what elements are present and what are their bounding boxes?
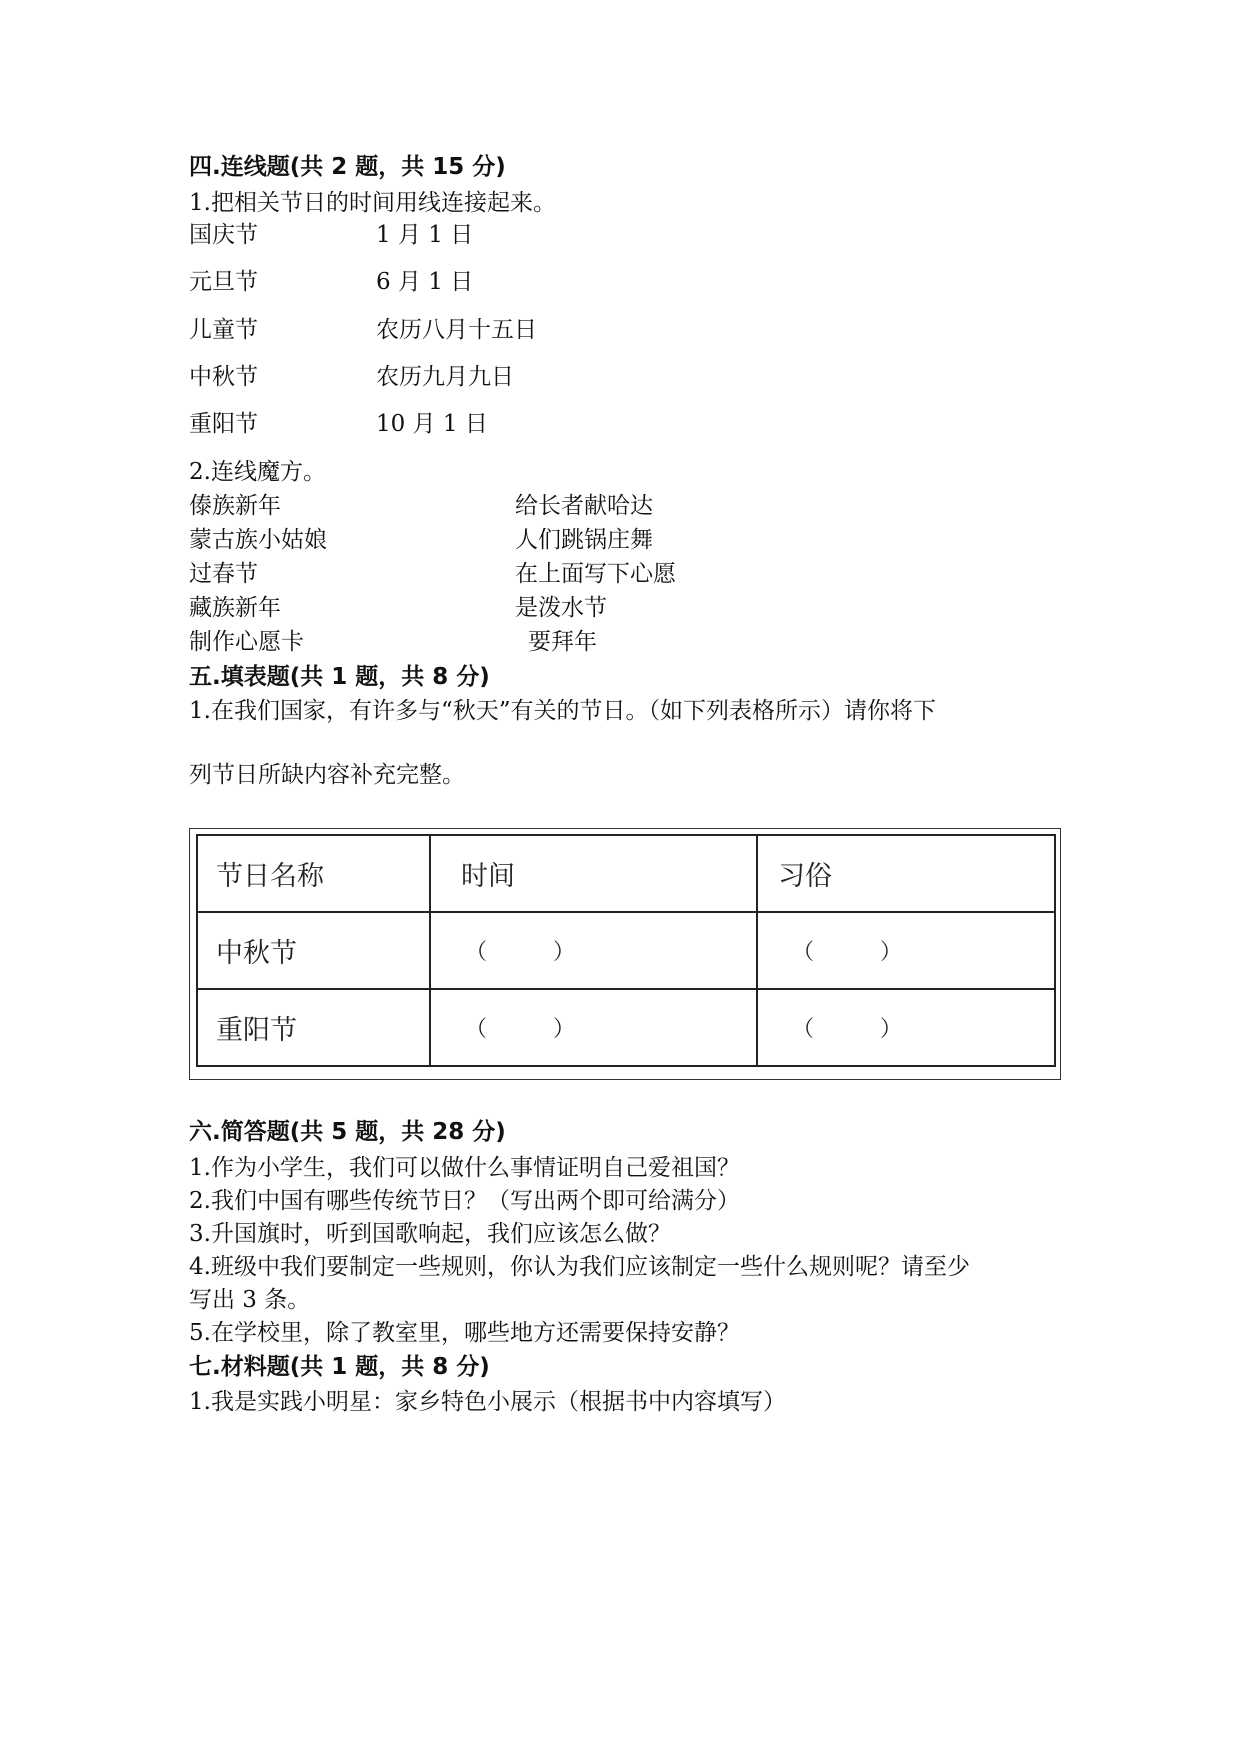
table-cell-blank[interactable]: （ ） <box>757 989 1055 1066</box>
q1-left-item: 重阳节 <box>189 411 258 437</box>
q1-left-item: 中秋节 <box>189 364 258 390</box>
q2-right-item: 要拜年 <box>528 629 597 655</box>
section6-question: 5.在学校里，除了教室里，哪些地方还需要保持安静？ <box>189 1320 740 1346</box>
q1-left-item: 儿童节 <box>189 317 258 343</box>
q1-right-item: 农历九月九日 <box>376 364 514 390</box>
section7-heading: 七.材料题(共 1 题，共 8 分) <box>189 1354 490 1380</box>
section7-q1: 1.我是实践小明星：家乡特色小展示（根据书中内容填写） <box>189 1389 786 1415</box>
q2-left-item: 藏族新年 <box>189 595 281 621</box>
q2-right-item: 是泼水节 <box>515 595 607 621</box>
q2-right-item: 给长者献哈达 <box>515 493 653 519</box>
section6-heading: 六.简答题(共 5 题，共 28 分) <box>189 1119 506 1145</box>
section6-question: 2.我们中国有哪些传统节日？（写出两个即可给满分） <box>189 1188 740 1214</box>
section6-question: 写出 3 条。 <box>189 1287 311 1313</box>
section5-q1-line2: 列节日所缺内容补充完整。 <box>189 762 465 788</box>
section4-q2-prompt: 2.连线魔方。 <box>189 459 326 485</box>
table-cell-festival: 中秋节 <box>197 912 430 989</box>
table-header-row <box>197 835 1055 912</box>
table-cell-festival: 重阳节 <box>197 989 430 1066</box>
q1-right-item: 6 月 1 日 <box>376 269 474 295</box>
section5-heading: 五.填表题(共 1 题，共 8 分) <box>189 664 490 690</box>
section5-q1-line1: 1.在我们国家，有许多与“秋天”有关的节日。（如下列表格所示）请你将下 <box>189 698 936 724</box>
table-cell-blank[interactable]: （ ） <box>430 912 757 989</box>
q2-left-item: 过春节 <box>189 561 258 587</box>
q1-left-item: 国庆节 <box>189 222 258 248</box>
q2-right-item: 人们跳锅庄舞 <box>515 527 653 553</box>
q2-left-item: 傣族新年 <box>189 493 281 519</box>
section6-question: 1.作为小学生，我们可以做什么事情证明自己爱祖国？ <box>189 1155 740 1181</box>
table-cell-blank[interactable]: （ ） <box>757 912 1055 989</box>
table-cell-blank[interactable]: （ ） <box>430 989 757 1066</box>
table-header-cell: 时间 <box>430 835 757 912</box>
q2-right-item: 在上面写下心愿 <box>515 561 676 587</box>
section6-question: 3.升国旗时，听到国歌响起，我们应该怎么做？ <box>189 1221 671 1247</box>
section4-q1-prompt: 1.把相关节日的时间用线连接起来。 <box>189 190 556 216</box>
q1-right-item: 1 月 1 日 <box>376 222 474 248</box>
table-row <box>197 989 1055 1066</box>
festival-table <box>196 834 1056 1067</box>
q1-left-item: 元旦节 <box>189 269 258 295</box>
section6-question: 4.班级中我们要制定一些规则，你认为我们应该制定一些什么规则呢？请至少 <box>189 1254 970 1280</box>
q1-right-item: 农历八月十五日 <box>376 317 537 343</box>
table-row <box>197 912 1055 989</box>
table-header-cell: 习俗 <box>757 835 1055 912</box>
table-header-cell: 节日名称 <box>197 835 430 912</box>
q2-left-item: 蒙古族小姑娘 <box>189 527 327 553</box>
section4-heading: 四.连线题(共 2 题，共 15 分) <box>189 154 506 180</box>
q1-right-item: 10 月 1 日 <box>376 411 488 437</box>
q2-left-item: 制作心愿卡 <box>189 629 304 655</box>
